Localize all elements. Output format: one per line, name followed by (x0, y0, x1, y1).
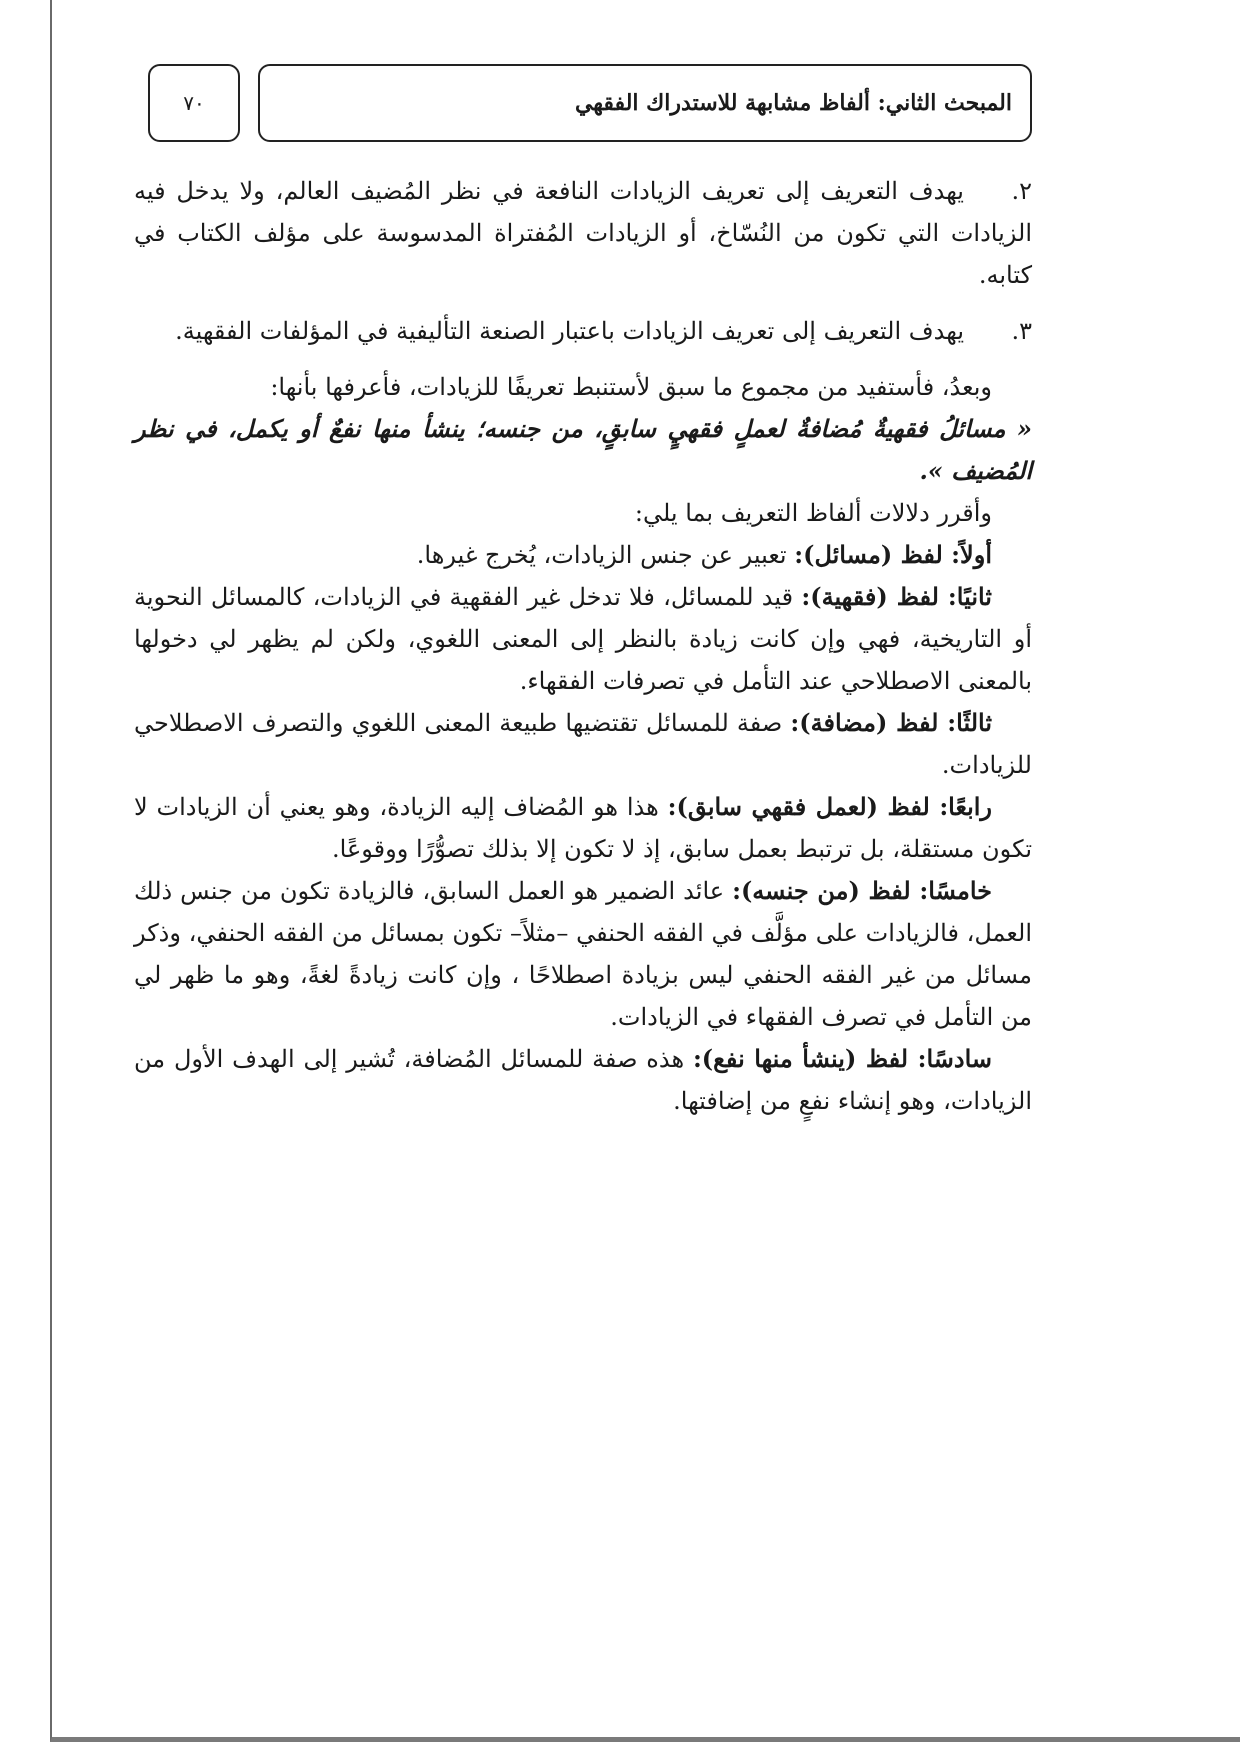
body-text (134, 170, 1032, 1122)
list-item-2 (134, 170, 1032, 296)
section-title-box (258, 64, 1032, 142)
list-text: يهدف التعريف إلى تعريف الزيادات النافعة في نظر المُضيف العالم، ولا يدخل فيه الزيادات التي تكون من النُسّاخ، أو الزيادات المُفتراة المدسوسة على مؤلف الكتاب في كتابه. (134, 177, 1032, 289)
term-4 (134, 786, 1032, 870)
term-label: خامسًا: لفظ (من جنسه): (732, 876, 993, 905)
list-number: ٣. (1011, 317, 1032, 345)
term-3 (134, 702, 1032, 786)
term-text: هذه صفة للمسائل المُضافة، تُشير إلى الهدف الأول من الزيادات، وهو إنشاء نفعٍ من إضافتها. (134, 1045, 1032, 1115)
term-text: تعبير عن جنس الزيادات، يُخرج غيرها. (416, 541, 787, 569)
terms-intro: وأقرر دلالات ألفاظ التعريف بما يلي: (634, 499, 992, 527)
term-label: رابعًا: لفظ (لعمل فقهي سابق): (667, 792, 993, 821)
definition-quote: « مسائلُ فقهيةٌ مُضافةٌ لعملٍ فقهيٍ سابقٍ، من جنسه؛ ينشأ منها نفعٌ أو يكمل، في نظر المُضيف ». (134, 414, 1032, 485)
term-text: صفة للمسائل تقتضيها طبيعة المعنى اللغوي والتصرف الاصطلاحي للزيادات. (134, 709, 1032, 779)
term-label: أولاً: لفظ (مسائل): (794, 540, 992, 569)
page-number-box (148, 64, 240, 142)
term-text: قيد للمسائل، فلا تدخل غير الفقهية في الزيادات، كالمسائل النحوية أو التاريخية، فهي وإن كانت زيادة بالنظر إلى المعنى اللغوي، ولكن لم يظهر لي دخولها بالمعنى الاصطلاحي عند التأمل في تصرفات الفقهاء. (134, 583, 1032, 695)
term-text: هذا هو المُضاف إليه الزيادة، وهو يعني أن الزيادات لا تكون مستقلة، بل ترتبط بعمل سابق، إذ لا تكون إلا بذلك تصوُّرًا ووقوعًا. (134, 793, 1032, 863)
section-title: المبحث الثاني: ألفاظ مشابهة للاستدراك الفقهي (574, 90, 1012, 116)
page-number: ٧٠ (183, 91, 205, 115)
list-item-3 (134, 310, 1032, 352)
definition-intro: وبعدُ، فأستفيد من مجموع ما سبق لأستنبط تعريفًا للزيادات، فأعرفها بأنها: (270, 373, 992, 401)
term-5 (134, 870, 1032, 1038)
term-label: ثالثًا: لفظ (مضافة): (790, 708, 992, 737)
term-2 (134, 576, 1032, 702)
term-label: ثانيًا: لفظ (فقهية): (801, 582, 992, 611)
term-label: سادسًا: لفظ (ينشأ منها نفع): (692, 1044, 993, 1073)
term-1 (134, 534, 1032, 576)
list-text: يهدف التعريف إلى تعريف الزيادات باعتبار الصنعة التأليفية في المؤلفات الفقهية. (175, 317, 964, 345)
term-6 (134, 1038, 1032, 1122)
list-number: ٢. (1011, 177, 1032, 205)
term-text: عائد الضمير هو العمل السابق، فالزيادة تكون من جنس ذلك العمل، فالزيادات على مؤلَّف في الفقه الحنفي –مثلاً– تكون بمسائل من الفقه الحنفي، وذكر مسائل من غير الفقه الحنفي ليس بزيادة اصطلاحًا ، وإن كانت زيادةً لغةً، وهو ما ظهر لي من التأمل في تصرف الفقهاء في الزيادات. (134, 877, 1032, 1031)
